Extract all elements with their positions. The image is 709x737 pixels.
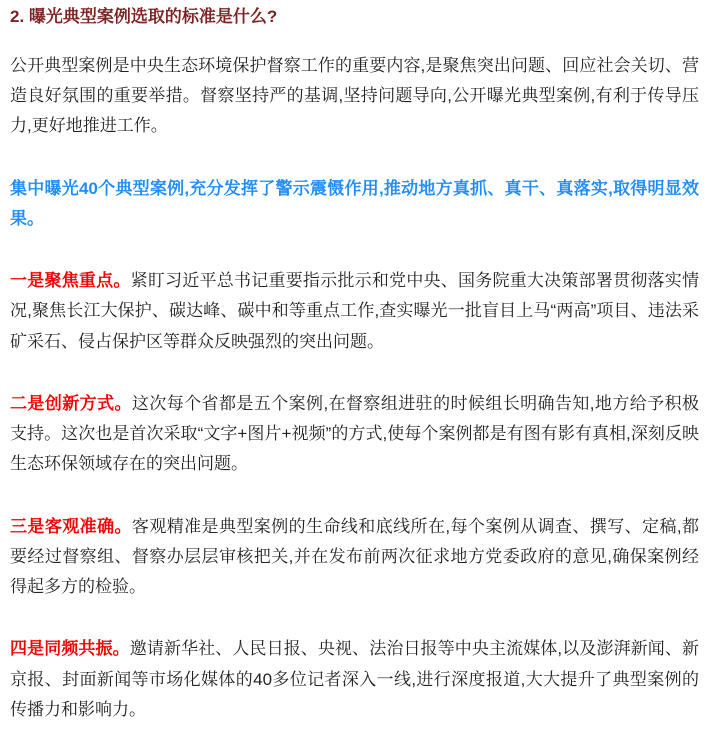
paragraph-intro: 公开典型案例是中央生态环境保护督察工作的重要内容,是聚焦突出问题、回应社会关切、营造良好氛围的重要举措。督察坚持严的基调,坚持问题导向,公开曝光典型案例,有利于传导压力,更好地推进工作。 (10, 55, 699, 136)
point-1-text: 紧盯习近平总书记重要指示批示和党中央、国务院重大决策部署贯彻落实情况,聚焦长江大保护、碳达峰、碳中和等重点工作,查实曝光一批盲目上马“两高”项目、违法采矿采石、侵占保护区等群众反映强烈的突出问题。 (10, 271, 700, 351)
paragraph-point-1 (10, 266, 699, 357)
point-3-text: 客观精准是典型案例的生命线和底线所在,每个案例从调查、撰写、定稿,都要经过督察组、督察办层层审核把关,并在发布前两次征求地方党委政府的意见,确保案例经得起多方的检验。 (10, 516, 700, 597)
section-heading: 2. 曝光典型案例选取的标准是什么? (10, 7, 278, 26)
point-3-lead: 三是客观准确。 (10, 516, 132, 536)
paragraph-point-3 (10, 512, 699, 603)
point-1-lead: 一是聚焦重点。 (10, 271, 131, 291)
point-4-text: 邀请新华社、人民日报、央视、法治日报等中央主流媒体,以及澎湃新闻、新京报、封面新闻等市场化媒体的40多位记者深入一线,进行深度报道,大大提升了典型案例的传播力和影响力。 (10, 639, 699, 719)
point-2-text: 这次每个省都是五个案例,在督察组进驻的时候组长明确告知,地方给予积极支持。这次也是首次采取“文字+图片+视频”的方式,使每个案例都是有图有影有真相,深刻反映生态环保领域存在的突出问题。 (10, 393, 700, 474)
paragraph-point-4 (10, 634, 699, 725)
paragraph-highlight-blue: 集中曝光40个典型案例,充分发挥了警示震慑作用,推动地方真抓、真干、真落实,取得明显效果。 (10, 178, 699, 228)
point-2-lead: 二是创新方式。 (10, 393, 132, 413)
paragraph-point-2 (10, 389, 699, 480)
point-4-lead: 四是同频共振。 (10, 639, 130, 659)
